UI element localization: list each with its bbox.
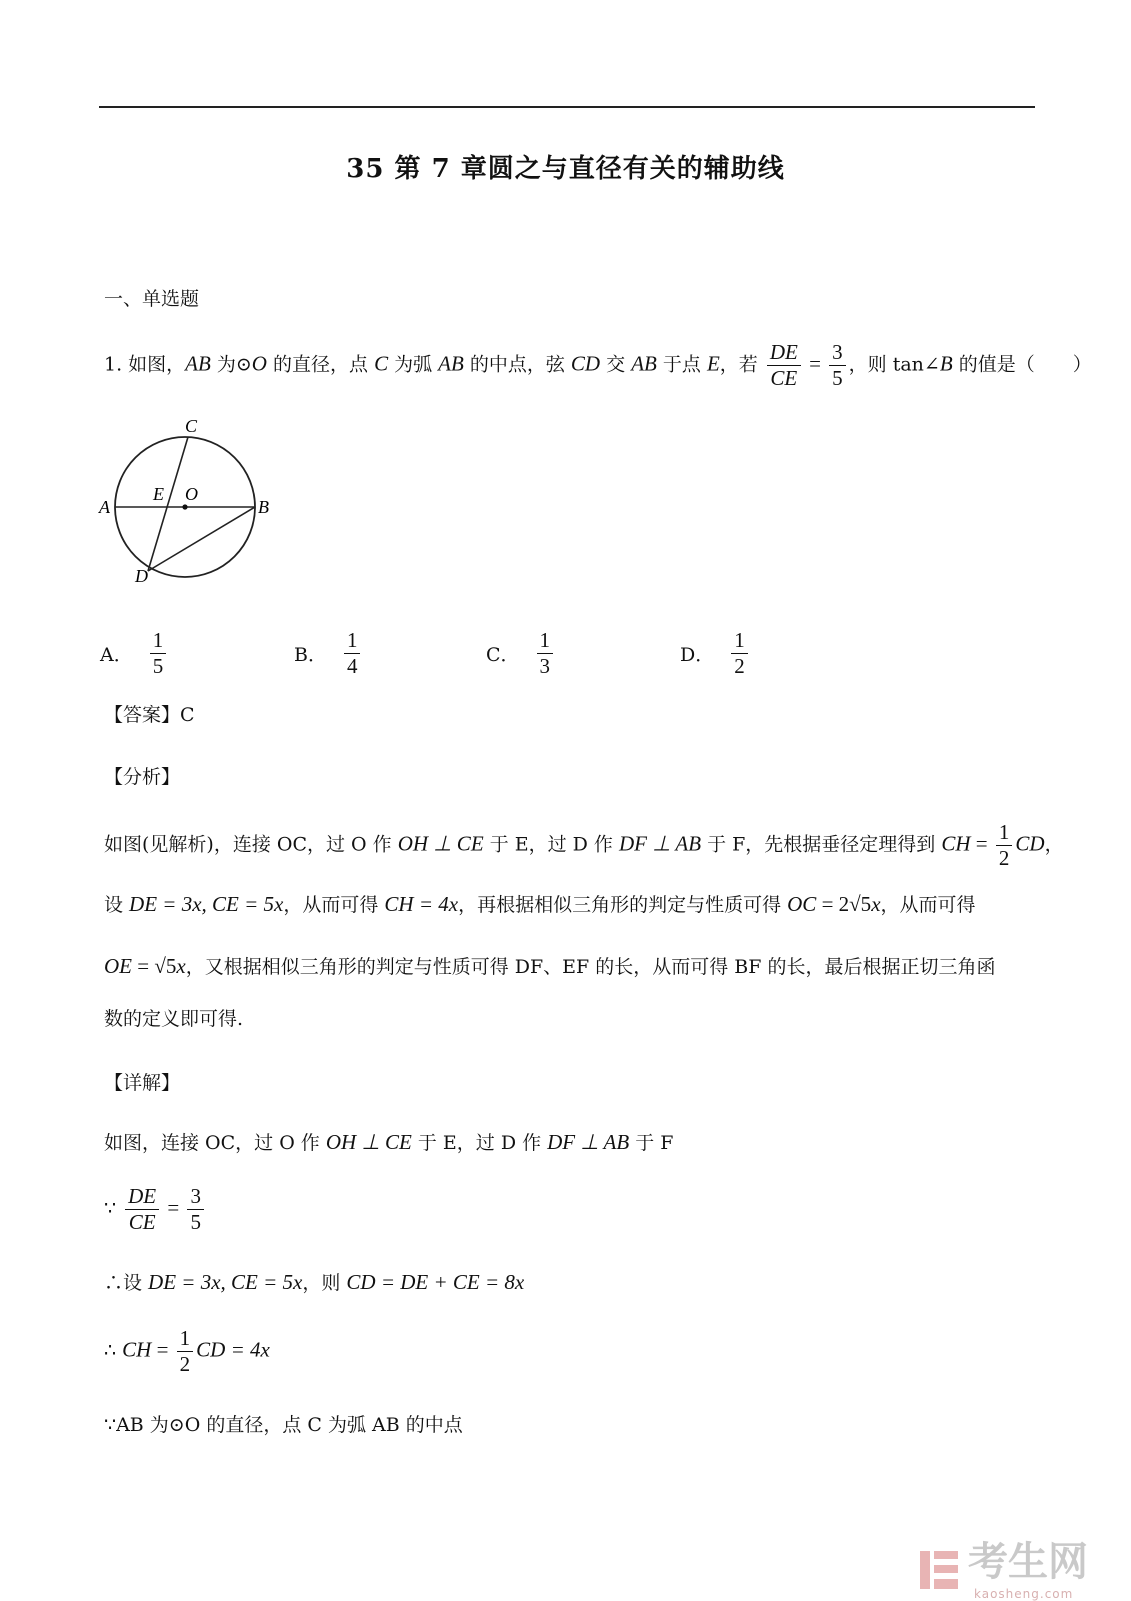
analysis-line-2: 设 DE = 3x, CE = 5x，从而可得 CH = 4x，再根据相似三角形的判定与性质可得 OC = 2√5x，从而可得 xyxy=(104,892,976,916)
detail-line-4: ∴ CH = $\frac{1}{2}$ CD = 4x xyxy=(104,1326,270,1377)
watermark xyxy=(918,1530,1088,1601)
detail-line-3: ∴设 DE = 3x, CE = 5x，则 CD = DE + CE = 8x xyxy=(104,1270,525,1294)
label-o: O xyxy=(185,484,198,504)
header-rule xyxy=(99,106,1035,108)
option-c[interactable]: C． $\frac{1}{3}$ xyxy=(486,628,556,679)
analysis-line-1: 如图(见解析)，连接 OC，过 O 作 OH ⊥ CE 于 E，过 D 作 DF ⊥ AB 于 F，先根据垂径定理得到 CH = $\frac{1}{2}$ CD， xyxy=(104,820,1064,871)
detail-heading: 【详解】 xyxy=(104,1072,181,1094)
section-heading: 一、单选题 xyxy=(104,288,200,310)
page-title: 35 第 7 章圆之与直径有关的辅助线 xyxy=(346,154,785,184)
ratio-value-fraction: $\frac{3}{5}$ xyxy=(829,340,846,391)
watermark-text: 考生网 xyxy=(968,1539,1089,1585)
label-c: C xyxy=(185,416,198,436)
analysis-line-3: OE = √5x，又根据相似三角形的判定与性质可得 DF、EF 的长，从而可得 BF 的长，最后根据正切三角函 xyxy=(104,954,996,978)
option-a[interactable]: A． $\frac{1}{5}$ xyxy=(100,628,169,679)
watermark-logo-icon xyxy=(918,1547,962,1593)
analysis-heading: 【分析】 xyxy=(104,766,181,788)
label-e: E xyxy=(153,484,164,504)
label-a: A xyxy=(99,497,110,517)
detail-line-1: 如图，连接 OC，过 O 作 OH ⊥ CE 于 E，过 D 作 DF ⊥ AB 于 F xyxy=(104,1130,674,1154)
detail-line-2: ∵ $\frac{DE}{CE}$ = $\frac{3}{5}$ xyxy=(104,1184,207,1235)
label-b: B xyxy=(258,497,269,517)
detail-line-5: ∵AB 为⊙O 的直径，点 C 为弧 AB 的中点 xyxy=(104,1414,463,1436)
circle-figure xyxy=(98,414,288,586)
analysis-line-4: 数的定义即可得. xyxy=(104,1008,244,1030)
watermark-url: kaosheng.com xyxy=(974,1587,1074,1601)
question-text: 1. 如图，AB 为⊙O 的直径，点 C 为弧 AB 的中点，弦 CD 交 AB 于点 E，若 $\frac{DE}{CE}$ = $\frac{3}{5}$ ，则 tan∠B 的值是（ ） xyxy=(104,340,1092,391)
label-d: D xyxy=(135,566,148,586)
answer-line: 【答案】C xyxy=(104,704,195,726)
ratio-fraction: $\frac{DE}{CE}$ xyxy=(767,340,801,391)
option-d[interactable]: D． $\frac{1}{2}$ xyxy=(680,628,751,679)
option-b[interactable]: B． $\frac{1}{4}$ xyxy=(294,628,363,679)
